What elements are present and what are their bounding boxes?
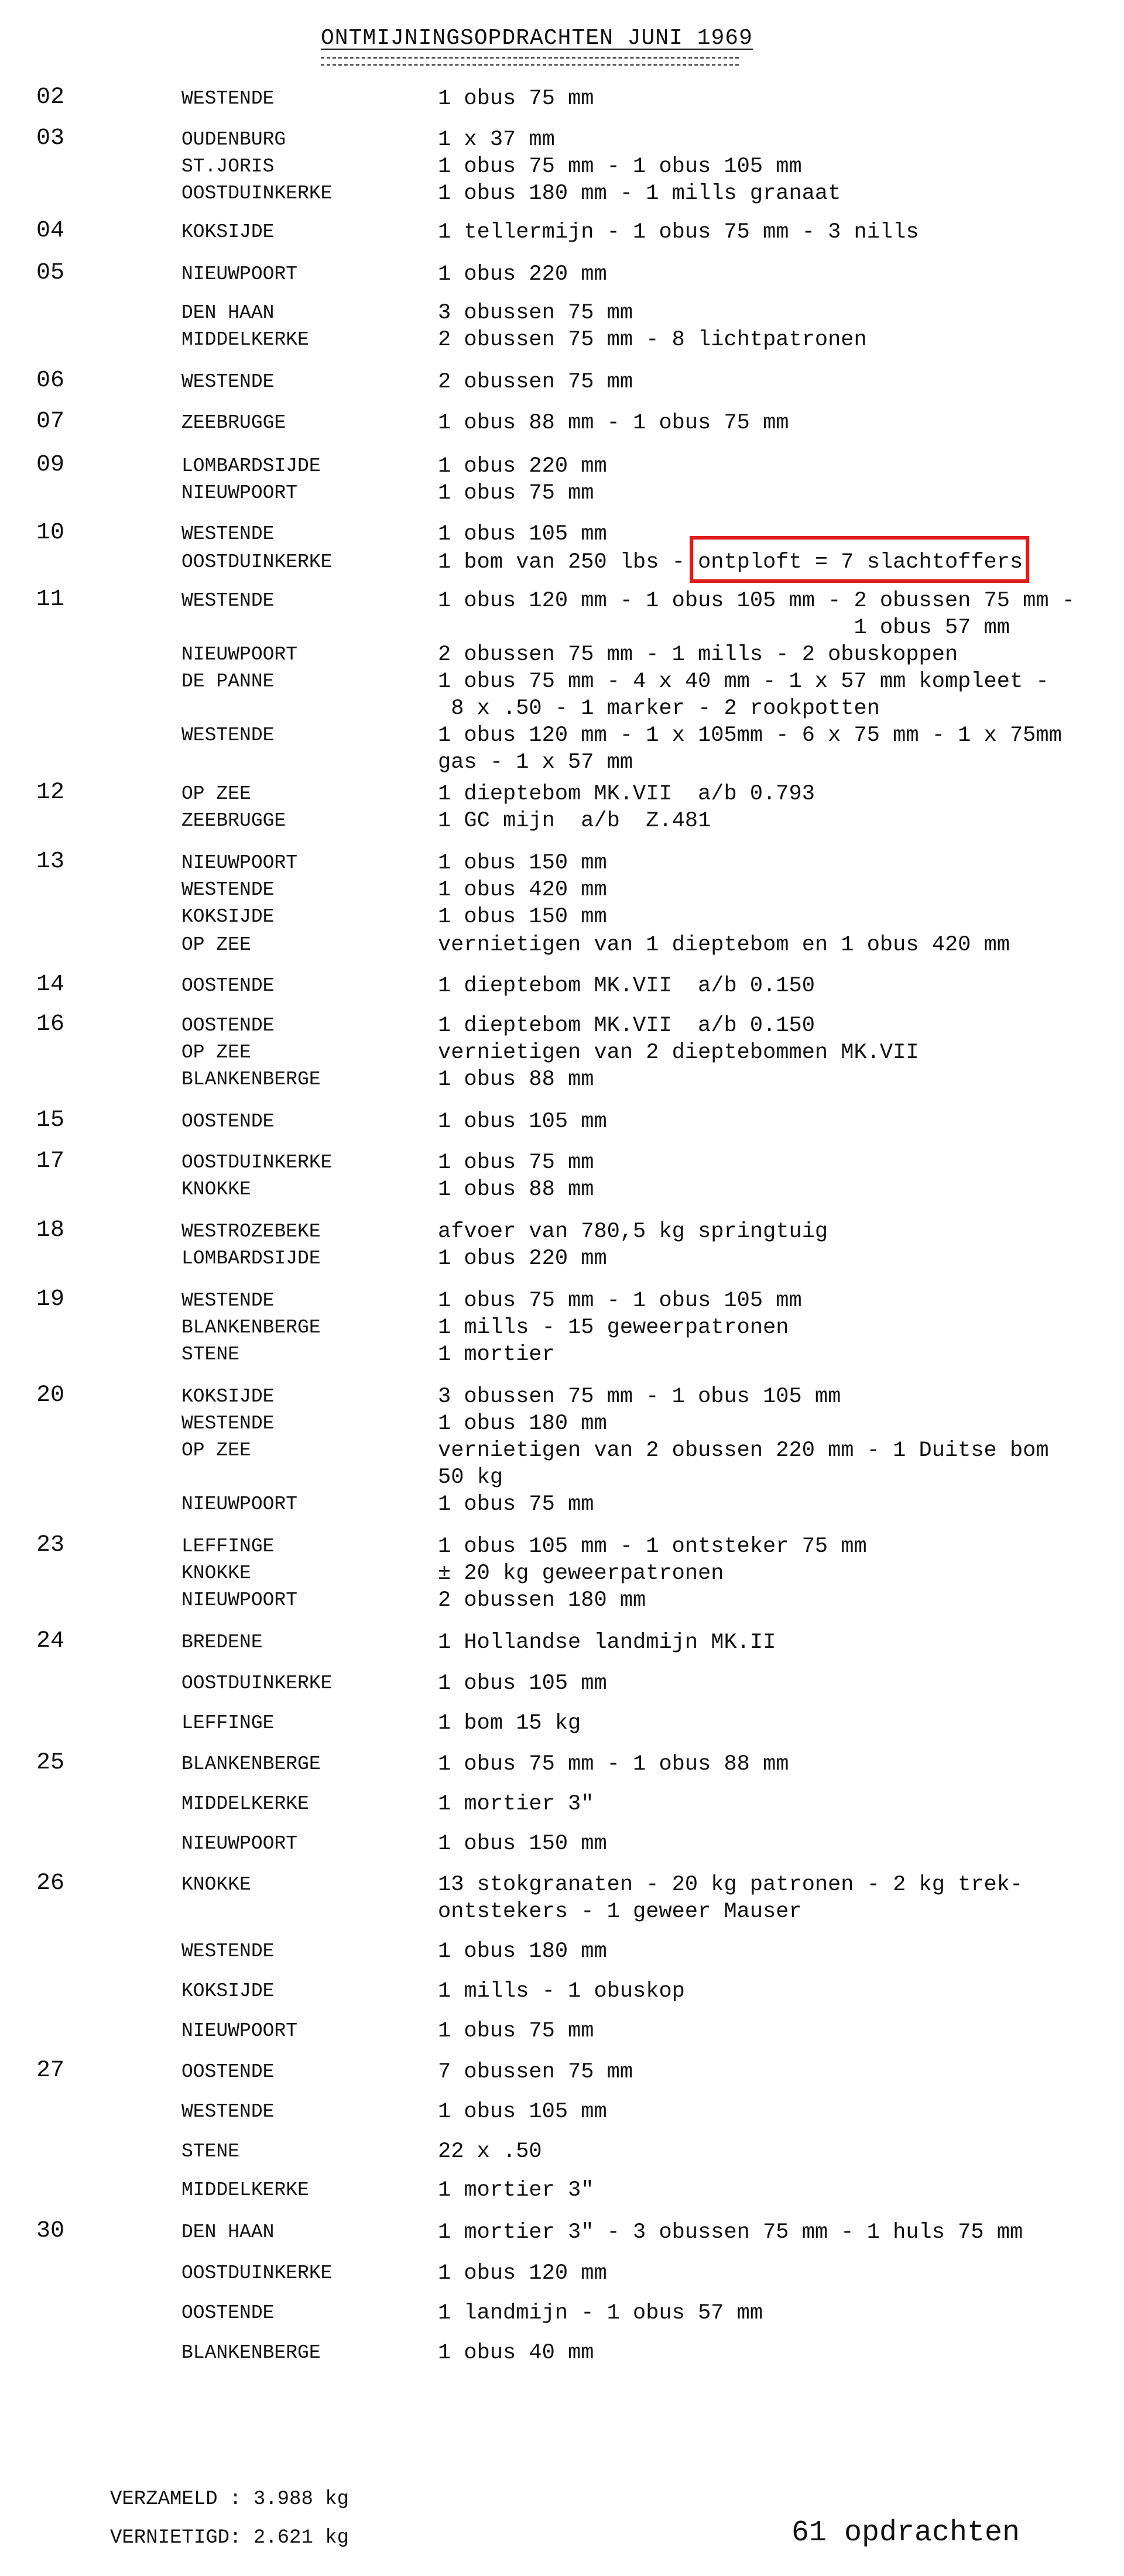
entry-description: 1 obus 88 mm - 1 obus 75 mm [438, 411, 789, 435]
entry-description: afvoer van 780,5 kg springtuig [438, 1220, 828, 1244]
entry-day: 05 [36, 260, 65, 286]
entry-day: 24 [36, 1628, 65, 1654]
entry-place: BLANKENBERGE [181, 1069, 321, 1090]
entry-description: 1 x 37 mm [438, 128, 555, 152]
entry-place: NIEUWPOORT [181, 1493, 298, 1515]
entry-place: ZEEBRUGGE [181, 412, 286, 434]
entry-description: 13 stokgranaten - 20 kg patronen - 2 kg trek- [438, 1873, 1023, 1897]
entry-place: OOSTDUINKERKE [181, 183, 333, 204]
entry-description: 1 obus 105 mm [438, 522, 607, 547]
entry-place: OOSTDUINKERKE [181, 2262, 333, 2284]
highlight-box [690, 536, 1029, 583]
entry-place: NIEUWPOORT [181, 644, 298, 665]
entry-description: 1 bom 15 kg [438, 1711, 581, 1736]
entry-place: OP ZEE [181, 783, 251, 805]
entry-description: 1 obus 220 mm [438, 1246, 607, 1271]
entry-place: NIEUWPOORT [181, 2020, 298, 2042]
entry-description: 1 dieptebom MK.VII a/b 0.793 [438, 782, 815, 806]
entry-place: OOSTENDE [181, 2061, 275, 2083]
entry-description: 1 obus 150 mm [438, 1832, 607, 1856]
entry-place: DEN HAAN [181, 2221, 275, 2243]
entry-day: 30 [36, 2218, 65, 2244]
entry-day: 06 [36, 367, 65, 394]
entry-day: 23 [36, 1532, 65, 1558]
entry-day: 26 [36, 1870, 65, 1897]
entry-place: KOKSIJDE [181, 1386, 275, 1407]
entry-day: 07 [36, 408, 65, 435]
entry-description: 3 obussen 75 mm - 1 obus 105 mm [438, 1385, 841, 1409]
entry-place: OUDENBURG [181, 129, 286, 150]
entry-place: KNOKKE [181, 1179, 251, 1200]
entry-place: ST.JORIS [181, 156, 275, 177]
entry-description: 1 obus 75 mm [438, 2019, 594, 2043]
entry-description: 1 mills - 15 geweerpatronen [438, 1316, 789, 1340]
entry-description: 1 obus 180 mm - 1 mills granaat [438, 181, 841, 206]
entry-place: OP ZEE [181, 1440, 251, 1461]
entry-place: NIEUWPOORT [181, 482, 298, 504]
entry-description: 1 mortier 3" [438, 2178, 594, 2203]
entry-place: WESTENDE [181, 724, 275, 746]
entry-description: 1 obus 75 mm - 1 obus 88 mm [438, 1752, 789, 1777]
entry-description: 1 bom van 250 lbs - ontploft = 7 slachtoffers [438, 550, 1023, 575]
entry-description: gas - 1 x 57 mm [438, 750, 633, 775]
entry-place: BREDENE [181, 1632, 263, 1653]
entry-place: MIDDELKERKE [181, 1793, 309, 1815]
entry-place: LEFFINGE [181, 1536, 275, 1557]
entry-description: 2 obussen 180 mm [438, 1588, 646, 1613]
entry-description: 3 obussen 75 mm [438, 301, 633, 325]
entry-day: 15 [36, 1107, 65, 1134]
entry-place: OOSTDUINKERKE [181, 1152, 333, 1173]
entry-description: 1 obus 220 mm [438, 262, 607, 287]
entry-description: 1 mortier 3" [438, 1792, 594, 1816]
entry-description: vernietigen van 2 dieptebommen MK.VII [438, 1040, 919, 1065]
entry-description: vernietigen van 2 obussen 220 mm - 1 Duitse bom [438, 1438, 1049, 1463]
entry-description: 1 obus 150 mm [438, 905, 607, 929]
entry-description: 1 obus 180 mm [438, 1411, 607, 1436]
entry-place: WESTENDE [181, 2101, 275, 2122]
entry-place: KOKSIJDE [181, 221, 275, 243]
entry-place: NIEUWPOORT [181, 1589, 298, 1611]
entry-description: 1 obus 105 mm - 1 ontsteker 75 mm [438, 1534, 867, 1559]
entry-description: 1 obus 105 mm [438, 2100, 607, 2124]
entry-place: MIDDELKERKE [181, 2179, 309, 2201]
entry-description: 1 obus 75 mm - 1 obus 105 mm [438, 1289, 802, 1313]
entry-day: 09 [36, 452, 65, 478]
entry-day: 14 [36, 971, 65, 998]
entry-description: 1 obus 75 mm [438, 481, 594, 506]
entry-description: 1 obus 420 mm [438, 878, 607, 902]
entry-place: MIDDELKERKE [181, 329, 309, 351]
entry-description: vernietigen van 1 dieptebom en 1 obus 420 mm [438, 933, 1010, 957]
entry-place: WESTENDE [181, 879, 275, 901]
entry-description: 8 x .50 - 1 marker - 2 rookpotten [438, 696, 880, 721]
entry-place: OOSTENDE [181, 2302, 275, 2324]
entry-description: 2 obussen 75 mm - 1 mills - 2 obuskoppen [438, 643, 958, 667]
entry-place: WESTENDE [181, 590, 275, 612]
entry-place: WESTENDE [181, 523, 275, 545]
entry-description: 1 obus 75 mm [438, 1150, 594, 1175]
entry-description: 1 obus 150 mm [438, 851, 607, 875]
entry-description: 1 obus 75 mm [438, 87, 594, 111]
entry-day: 17 [36, 1148, 65, 1174]
entry-description: 1 landmijn - 1 obus 57 mm [438, 2301, 763, 2326]
entry-description: 1 mills - 1 obuskop [438, 1979, 685, 2004]
entry-place: ZEEBRUGGE [181, 810, 286, 832]
total-destroyed: VERNIETIGD: 2.621 kg [110, 2527, 349, 2549]
entry-place: NIEUWPOORT [181, 1833, 298, 1854]
entry-description: 1 obus 120 mm - 1 x 105mm - 6 x 75 mm - 1 x 75mm [438, 723, 1062, 748]
entry-place: KOKSIJDE [181, 1980, 275, 2002]
page-title: ONTMIJNINGSOPDRACHTEN JUNI 1969 [321, 26, 753, 51]
entry-day: 16 [36, 1011, 65, 1038]
entry-place: DE PANNE [181, 671, 275, 692]
entry-place: LEFFINGE [181, 1712, 275, 1734]
entry-description: 2 obussen 75 mm [438, 370, 633, 394]
entry-place: OP ZEE [181, 934, 251, 956]
entry-day: 19 [36, 1286, 65, 1313]
entry-description: 1 obus 57 mm [438, 616, 1010, 640]
entry-day: 18 [36, 1217, 65, 1244]
entry-day: 12 [36, 779, 65, 806]
entry-description: 50 kg [438, 1465, 503, 1490]
entry-place: OOSTENDE [181, 1111, 275, 1132]
entry-day: 03 [36, 125, 65, 152]
entry-description: 1 obus 40 mm [438, 2341, 594, 2365]
entry-place: BLANKENBERGE [181, 1753, 321, 1775]
entry-place: WESTENDE [181, 1940, 275, 1962]
entry-description: 1 obus 105 mm [438, 1110, 607, 1134]
entry-place: NIEUWPOORT [181, 852, 298, 874]
entry-description: 1 dieptebom MK.VII a/b 0.150 [438, 974, 815, 998]
entry-description: 7 obussen 75 mm [438, 2060, 633, 2084]
entry-description: 1 GC mijn a/b Z.481 [438, 809, 711, 833]
entry-place: STENE [181, 2141, 240, 2162]
entry-description: 1 obus 105 mm [438, 1671, 607, 1696]
entry-day: 27 [36, 2058, 65, 2084]
entry-place: BLANKENBERGE [181, 1317, 321, 1338]
entry-place: WESTENDE [181, 1413, 275, 1434]
entry-description: 22 x .50 [438, 2139, 542, 2164]
entry-place: DEN HAAN [181, 302, 275, 324]
entry-description: 2 obussen 75 mm - 8 lichtpatronen [438, 328, 867, 352]
entry-description: 1 obus 88 mm [438, 1067, 594, 1092]
entry-day: 25 [36, 1750, 65, 1776]
entry-place: KNOKKE [181, 1874, 251, 1895]
entry-place: OP ZEE [181, 1042, 251, 1063]
entry-place: LOMBARDSIJDE [181, 1248, 321, 1269]
entry-description: 1 obus 88 mm [438, 1177, 594, 1202]
entry-place: WESTENDE [181, 88, 275, 109]
entry-place: WESTROZEBEKE [181, 1221, 321, 1242]
entry-place: OOSTENDE [181, 975, 275, 997]
entry-day: 02 [36, 84, 65, 111]
entry-place: KOKSIJDE [181, 906, 275, 928]
entry-description: 1 Hollandse landmijn MK.II [438, 1630, 776, 1655]
entry-day: 13 [36, 849, 65, 875]
entry-description: 1 obus 120 mm [438, 2261, 607, 2286]
entry-description: 1 obus 75 mm - 1 obus 105 mm [438, 154, 802, 179]
entry-description: 1 obus 120 mm - 1 obus 105 mm - 2 obussen 75 mm - [438, 589, 1075, 613]
entry-description: 1 mortier 3" - 3 obussen 75 mm - 1 huls 75 mm [438, 2220, 1023, 2245]
entry-day: 10 [36, 520, 65, 546]
entry-description: ontstekers - 1 geweer Mauser [438, 1900, 802, 1924]
entry-description: 1 dieptebom MK.VII a/b 0.150 [438, 1014, 815, 1038]
entry-place: OOSTENDE [181, 1015, 275, 1036]
total-collected: VERZAMELD : 3.988 kg [110, 2488, 349, 2510]
entry-day: 11 [36, 586, 65, 613]
entry-place: WESTENDE [181, 1290, 275, 1311]
assignment-count: 61 opdrachten [791, 2516, 1020, 2550]
entry-place: OOSTDUINKERKE [181, 551, 333, 573]
entry-place: WESTENDE [181, 371, 275, 393]
entry-place: NIEUWPOORT [181, 263, 298, 285]
entry-description: ± 20 kg geweerpatronen [438, 1561, 724, 1586]
entry-description: 1 tellermijn - 1 obus 75 mm - 3 nills [438, 220, 919, 245]
entry-description: 1 obus 75 mm - 4 x 40 mm - 1 x 57 mm kompleet - [438, 669, 1049, 694]
entry-description: 1 obus 180 mm [438, 1939, 607, 1964]
entry-place: KNOKKE [181, 1562, 251, 1584]
title-double-rule [321, 57, 739, 66]
entry-description: 1 obus 220 mm [438, 454, 607, 479]
entry-place: BLANKENBERGE [181, 2342, 321, 2364]
entry-description: 1 obus 75 mm [438, 1492, 594, 1517]
entry-day: 20 [36, 1382, 65, 1409]
entry-place: OOSTDUINKERKE [181, 1672, 333, 1694]
entry-day: 04 [36, 218, 65, 244]
entry-place: STENE [181, 1344, 240, 1365]
entry-place: LOMBARDSIJDE [181, 455, 321, 477]
entry-description: 1 mortier [438, 1342, 555, 1367]
